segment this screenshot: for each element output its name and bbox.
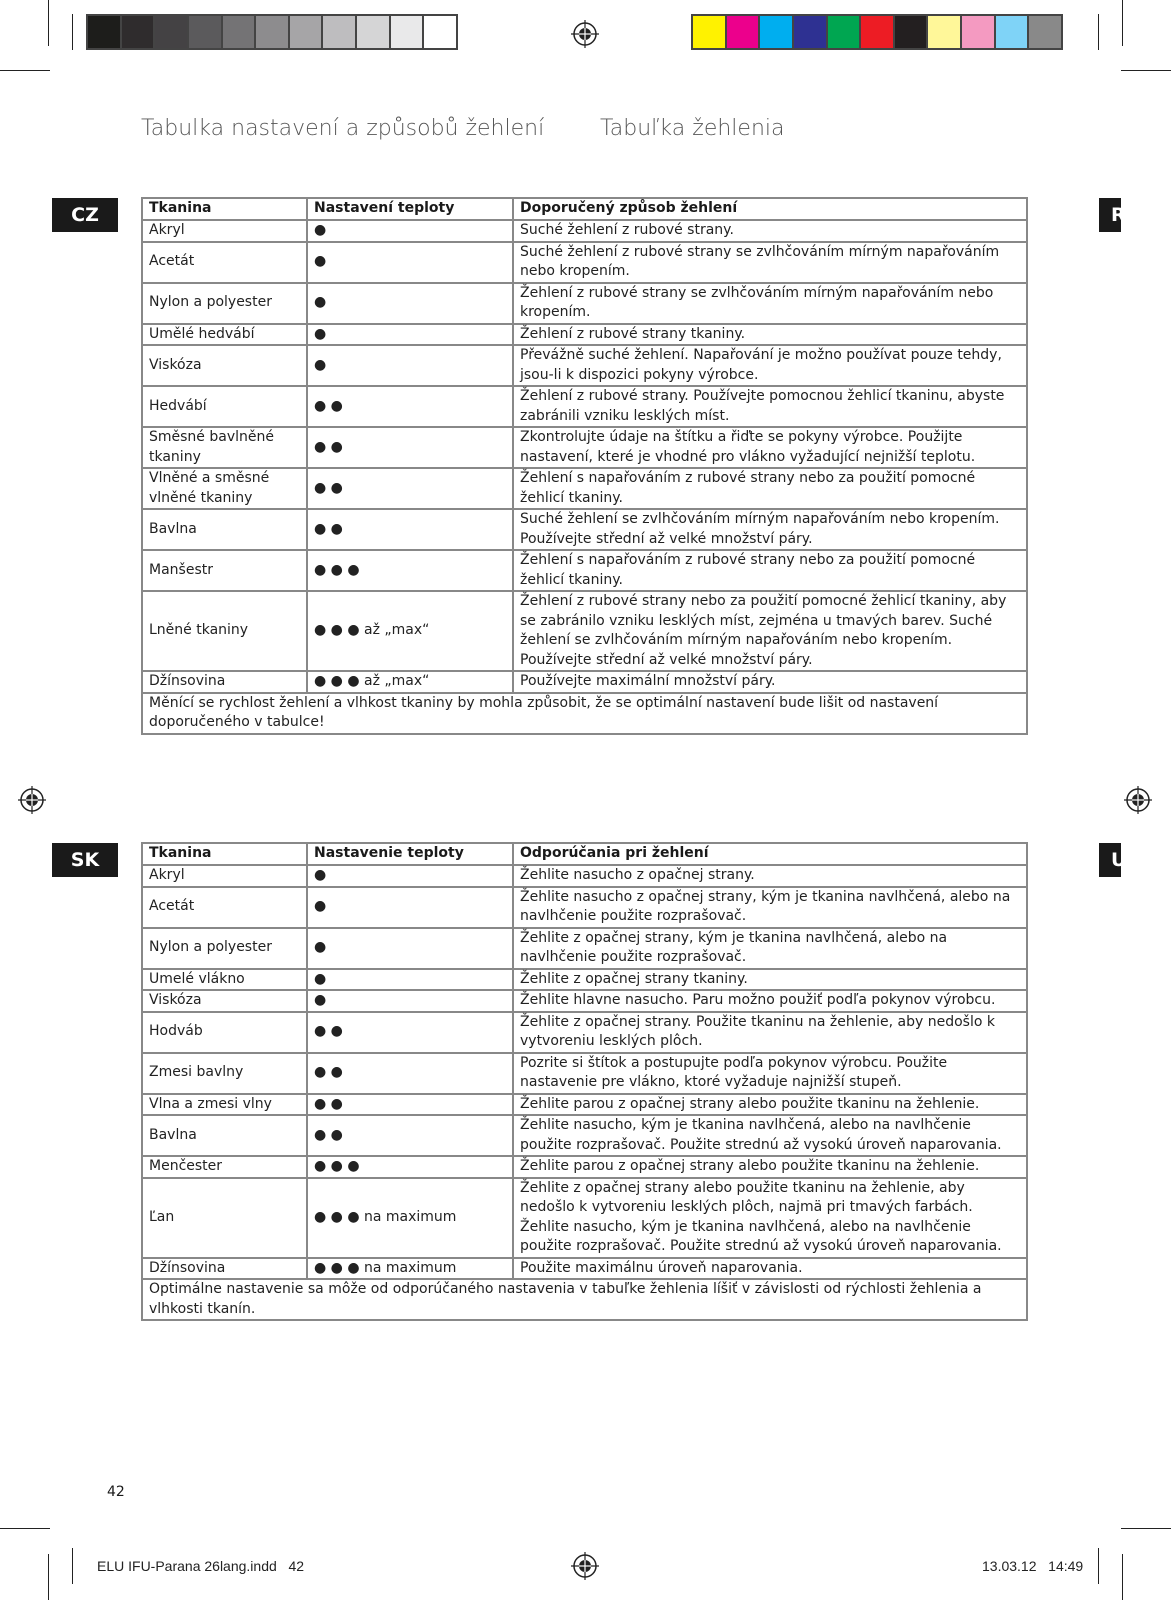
table-row — [142, 550, 1027, 591]
table-row — [142, 990, 1027, 1012]
advice-cell: Suché žehlení z rubové strany. — [513, 220, 1027, 242]
table-row — [142, 1178, 1027, 1258]
color-swatch — [424, 16, 456, 48]
registration-mark-icon — [571, 1552, 599, 1580]
fabric-cell: Směsné bavlněné tkaniny — [142, 427, 307, 468]
table-row — [142, 1094, 1027, 1116]
color-swatch — [962, 16, 996, 48]
color-swatch — [323, 16, 357, 48]
advice-cell: Žehlite z opačnej strany alebo použite tkaninu na žehlenie, aby nedošlo k vytvoreniu lesklých plôch, najmä pri tmavých farbách. Žehlite nasucho, kým je tkanina navlhčená, alebo na navlhčenie použite rozprašovač. Použite strednú až vysokú úroveň naparovania. — [513, 1178, 1027, 1258]
ironing-table-sk — [141, 842, 1028, 1321]
table-row — [142, 1156, 1027, 1178]
fabric-cell: Umělé hedvábí — [142, 324, 307, 346]
table-row — [142, 1012, 1027, 1053]
color-swatch — [357, 16, 391, 48]
fabric-cell: Menčester — [142, 1156, 307, 1178]
temperature-cell: ● — [307, 220, 513, 242]
fabric-cell: Zmesi bavlny — [142, 1053, 307, 1094]
table-row — [142, 427, 1027, 468]
page-title-sk: Tabuľka žehlenia — [600, 116, 785, 141]
color-swatch — [861, 16, 895, 48]
header-fabric: Tkanina — [142, 198, 307, 220]
temperature-cell: ● — [307, 990, 513, 1012]
crop-mark — [48, 0, 49, 46]
table-header-row — [142, 198, 1027, 220]
crop-mark — [72, 14, 73, 50]
table-note: Optimálne nastavenie sa môže od odporúčaného nastavenia v tabuľke žehlenia líšiť v závislosti od rýchlosti žehlenia a vlhkosti tkanín. — [142, 1279, 1027, 1320]
table-row — [142, 1053, 1027, 1094]
fabric-cell: Akryl — [142, 865, 307, 887]
temperature-cell: ● — [307, 242, 513, 283]
fabric-cell: Bavlna — [142, 509, 307, 550]
color-swatch — [223, 16, 257, 48]
advice-cell: Žehlení z rubové strany nebo za použití pomocné žehlicí tkaniny, aby se zabránilo vzniku lesklých míst, zejména u tmavých barev. Suché žehlení se zvlhčováním mírným napařováním nebo kropením. Používejte střední až velké množství páry. — [513, 591, 1027, 671]
language-tab-right-cut: U — [1099, 843, 1121, 877]
advice-cell: Žehlení s napařováním z rubové strany nebo za použití pomocné žehlicí tkaniny. — [513, 550, 1027, 591]
header-temperature: Nastavenie teploty — [307, 843, 513, 865]
color-swatch — [290, 16, 324, 48]
language-tab-right-cut: R — [1099, 198, 1121, 232]
table-row — [142, 928, 1027, 969]
color-swatch — [1029, 16, 1061, 48]
temperature-cell: ● ● — [307, 468, 513, 509]
language-tab-cz: CZ — [52, 198, 118, 232]
fabric-cell: Lněné tkaniny — [142, 591, 307, 671]
fabric-cell: Nylon a polyester — [142, 928, 307, 969]
table-row — [142, 283, 1027, 324]
advice-cell: Žehlite z opačnej strany. Použite tkaninu na žehlenie, aby nedošlo k vytvoreniu lesklých plôch. — [513, 1012, 1027, 1053]
registration-mark-icon — [571, 20, 599, 48]
advice-cell: Žehlite parou z opačnej strany alebo použite tkaninu na žehlenie. — [513, 1094, 1027, 1116]
table-row — [142, 509, 1027, 550]
crop-mark — [1121, 70, 1171, 71]
fabric-cell: Viskóza — [142, 990, 307, 1012]
temperature-cell: ● ● ● — [307, 550, 513, 591]
fabric-cell: Viskóza — [142, 345, 307, 386]
registration-mark-icon — [18, 786, 46, 814]
header-temperature: Nastavení teploty — [307, 198, 513, 220]
header-fabric: Tkanina — [142, 843, 307, 865]
page-number: 42 — [107, 1484, 125, 1500]
advice-cell: Žehlite z opačnej strany tkaniny. — [513, 969, 1027, 991]
temperature-cell: ● — [307, 345, 513, 386]
advice-cell: Žehlite hlavne nasucho. Paru možno použiť podľa pokynov výrobcu. — [513, 990, 1027, 1012]
fabric-cell: Umelé vlákno — [142, 969, 307, 991]
temperature-cell: ● ● ● na maximum — [307, 1258, 513, 1280]
table-row — [142, 324, 1027, 346]
table-row — [142, 468, 1027, 509]
color-swatch — [189, 16, 223, 48]
fabric-cell: Bavlna — [142, 1115, 307, 1156]
color-swatch — [760, 16, 794, 48]
temperature-cell: ● ● — [307, 509, 513, 550]
color-swatch — [928, 16, 962, 48]
advice-cell: Žehlení z rubové strany. Používejte pomocnou žehlicí tkaninu, abyste zabránili vzniku lesklých míst. — [513, 386, 1027, 427]
fabric-cell: Vlna a zmesi vlny — [142, 1094, 307, 1116]
color-swatch — [122, 16, 156, 48]
fabric-cell: Acetát — [142, 887, 307, 928]
temperature-cell: ● — [307, 324, 513, 346]
ironing-table-cz — [141, 197, 1028, 735]
header-advice: Odporúčania pri žehlení — [513, 843, 1027, 865]
advice-cell: Zkontrolujte údaje na štítku a řiďte se pokyny výrobce. Použijte nastavení, které je vhodné pro vlákno vyžadující nejnižší teplotu. — [513, 427, 1027, 468]
table-row — [142, 1115, 1027, 1156]
crop-mark — [1122, 0, 1123, 46]
temperature-cell: ● ● — [307, 1053, 513, 1094]
registration-mark-icon — [1124, 786, 1152, 814]
fabric-cell: Džínsovina — [142, 671, 307, 693]
temperature-cell: ● — [307, 928, 513, 969]
crop-mark — [48, 1554, 49, 1600]
temperature-cell: ● — [307, 283, 513, 324]
fabric-cell: Ľan — [142, 1178, 307, 1258]
fabric-cell: Manšestr — [142, 550, 307, 591]
temperature-cell: ● — [307, 865, 513, 887]
crop-mark — [1098, 1548, 1099, 1584]
header-advice: Doporučený způsob žehlení — [513, 198, 1027, 220]
color-swatch — [794, 16, 828, 48]
advice-cell: Převážně suché žehlení. Napařování je možno používat pouze tehdy, jsou-li k dispozici pokyny výrobce. — [513, 345, 1027, 386]
color-swatch — [88, 16, 122, 48]
table-row — [142, 1258, 1027, 1280]
table-row — [142, 386, 1027, 427]
advice-cell: Žehlite parou z opačnej strany alebo použite tkaninu na žehlenie. — [513, 1156, 1027, 1178]
temperature-cell: ● ● — [307, 1012, 513, 1053]
table-note: Měnící se rychlost žehlení a vlhkost tkaniny by mohla způsobit, že se optimální nastavení bude lišit od nastavení doporučeného v tabulce! — [142, 693, 1027, 734]
table-row — [142, 591, 1027, 671]
table-header-row — [142, 843, 1027, 865]
color-swatch — [895, 16, 929, 48]
crop-mark — [1098, 14, 1099, 50]
cmyk-color-bar — [691, 14, 1063, 50]
temperature-cell: ● — [307, 969, 513, 991]
advice-cell: Použite maximálnu úroveň naparovania. — [513, 1258, 1027, 1280]
advice-cell: Žehlite nasucho, kým je tkanina navlhčená, alebo na navlhčenie použite rozprašovač. Použite strednú až vysokú úroveň naparovania. — [513, 1115, 1027, 1156]
advice-cell: Suché žehlení z rubové strany se zvlhčováním mírným napařováním nebo kropením. — [513, 242, 1027, 283]
table-note-row — [142, 1279, 1027, 1320]
footer-filename: ELU IFU-Parana 26lang.indd 42 — [97, 1558, 305, 1574]
advice-cell: Žehlení z rubové strany tkaniny. — [513, 324, 1027, 346]
advice-cell: Pozrite si štítok a postupujte podľa pokynov výrobcu. Použite nastavenie pre vlákno, ktoré vyžaduje najnižší stupeň. — [513, 1053, 1027, 1094]
fabric-cell: Acetát — [142, 242, 307, 283]
crop-mark — [0, 1528, 50, 1529]
advice-cell: Žehlite z opačnej strany, kým je tkanina navlhčená, alebo na navlhčenie použite rozprašovač. — [513, 928, 1027, 969]
temperature-cell: ● ● — [307, 1115, 513, 1156]
color-swatch — [693, 16, 727, 48]
advice-cell: Žehlení z rubové strany se zvlhčováním mírným napařováním nebo kropením. — [513, 283, 1027, 324]
temperature-cell: ● — [307, 887, 513, 928]
temperature-cell: ● ● ● — [307, 1156, 513, 1178]
fabric-cell: Nylon a polyester — [142, 283, 307, 324]
advice-cell: Žehlite nasucho z opačnej strany. — [513, 865, 1027, 887]
grayscale-color-bar — [86, 14, 458, 50]
language-tab-sk: SK — [52, 843, 118, 877]
table-row — [142, 887, 1027, 928]
temperature-cell: ● ● — [307, 1094, 513, 1116]
color-swatch — [391, 16, 425, 48]
temperature-cell: ● ● ● na maximum — [307, 1178, 513, 1258]
fabric-cell: Akryl — [142, 220, 307, 242]
fabric-cell: Vlněné a směsné vlněné tkaniny — [142, 468, 307, 509]
fabric-cell: Hedvábí — [142, 386, 307, 427]
temperature-cell: ● ● ● až „max“ — [307, 591, 513, 671]
color-swatch — [828, 16, 862, 48]
color-swatch — [996, 16, 1030, 48]
temperature-cell: ● ● ● až „max“ — [307, 671, 513, 693]
advice-cell: Žehlite nasucho z opačnej strany, kým je tkanina navlhčená, alebo na navlhčenie použite rozprašovač. — [513, 887, 1027, 928]
temperature-cell: ● ● — [307, 386, 513, 427]
table-note-row — [142, 693, 1027, 734]
table-row — [142, 969, 1027, 991]
table-row — [142, 345, 1027, 386]
footer-date: 13.03.12 14:49 — [982, 1558, 1084, 1574]
fabric-cell: Hodváb — [142, 1012, 307, 1053]
color-swatch — [727, 16, 761, 48]
color-swatch — [155, 16, 189, 48]
fabric-cell: Džínsovina — [142, 1258, 307, 1280]
temperature-cell: ● ● — [307, 427, 513, 468]
table-row — [142, 865, 1027, 887]
table-row — [142, 671, 1027, 693]
advice-cell: Žehlení s napařováním z rubové strany nebo za použití pomocné žehlicí tkaniny. — [513, 468, 1027, 509]
crop-mark — [1122, 1554, 1123, 1600]
page-title-cz: Tabulka nastavení a způsobů žehlení — [141, 116, 545, 141]
crop-mark — [0, 70, 50, 71]
color-swatch — [256, 16, 290, 48]
crop-mark — [72, 1548, 73, 1584]
crop-mark — [1121, 1528, 1171, 1529]
advice-cell: Suché žehlení se zvlhčováním mírným napařováním nebo kropením. Používejte střední až velké množství páry. — [513, 509, 1027, 550]
table-row — [142, 242, 1027, 283]
table-row — [142, 220, 1027, 242]
advice-cell: Používejte maximální množství páry. — [513, 671, 1027, 693]
